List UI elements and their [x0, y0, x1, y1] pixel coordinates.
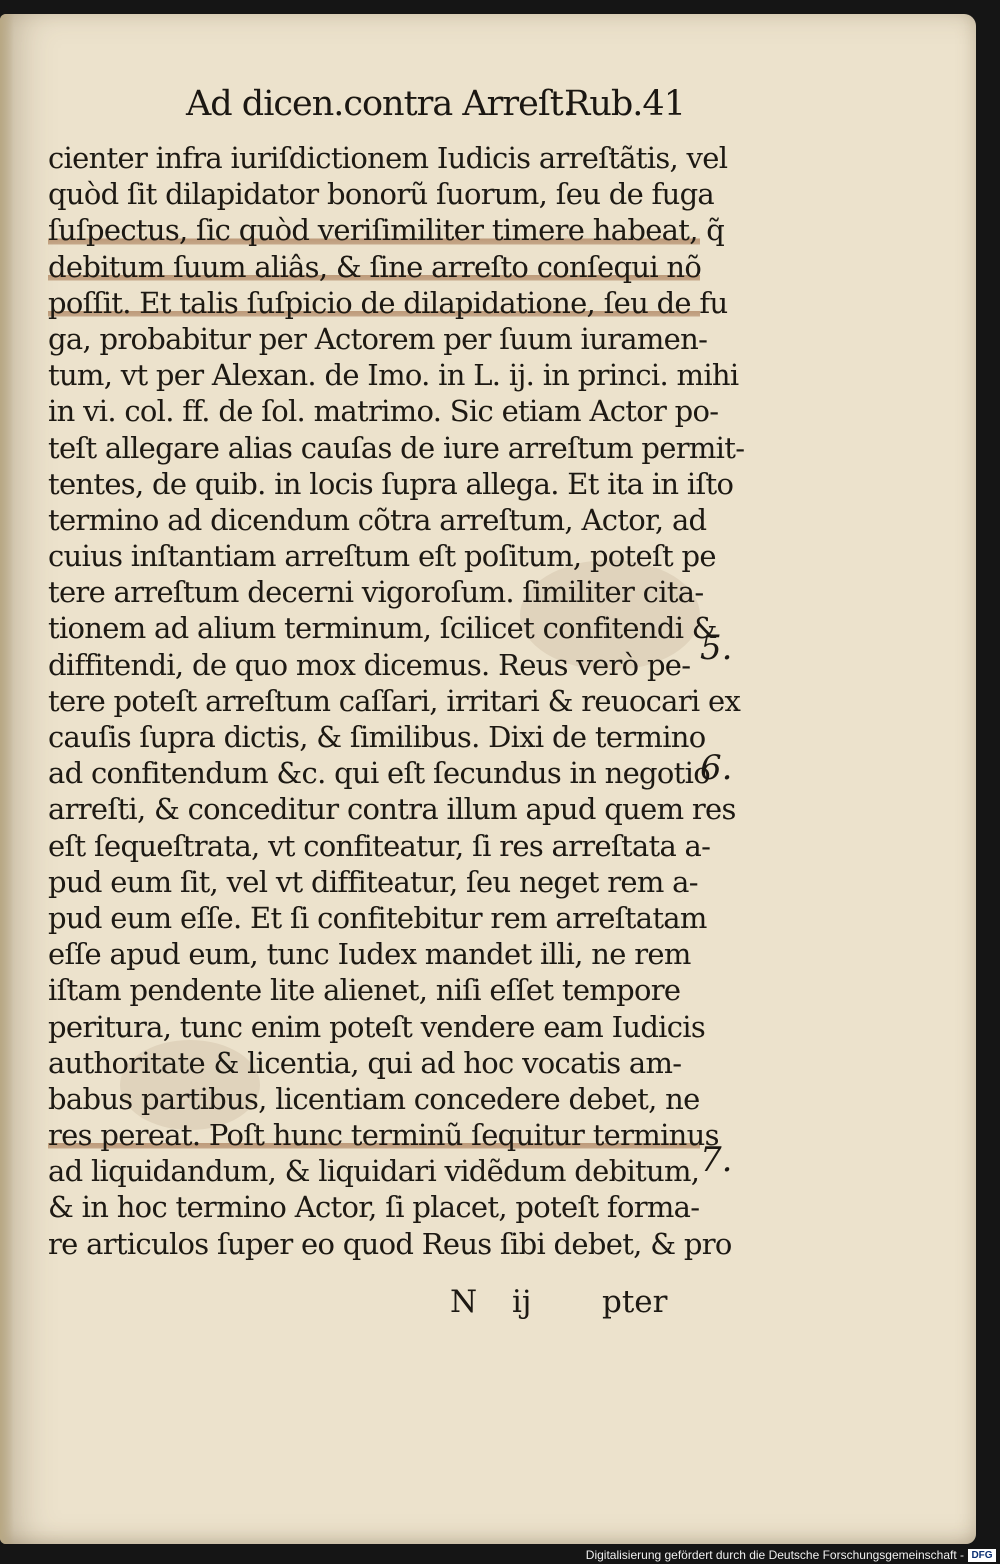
text-line: cauſis ſupra dictis, & ſimilibus. Dixi de termino [48, 720, 706, 754]
text-line: eſt ſequeſtrata, vt confiteatur, ſi res arreſtata a- [48, 828, 711, 863]
margin-note: 6. [700, 748, 733, 788]
text-line: in vi. col. ff. de ſol. matrimo. Sic etiam Actor po- [48, 394, 719, 429]
page-gutter-shadow [0, 14, 14, 1544]
text-line: & in hoc termino Actor, ſi placet, poteſt forma- [48, 1190, 700, 1225]
text-line: tere arreſtum decerni vigoroſum. ſimiliter cita- [48, 575, 704, 610]
text-line: tionem ad alium terminum, ſcilicet confitendi & [48, 611, 717, 646]
text-line: tum, vt per Alexan. de Imo. in L. ij. in princi. mihi [48, 358, 739, 393]
text-line: peritura, tunc enim poteſt vendere eam Iudicis [48, 1009, 706, 1044]
text-line: res pereat. Poſt hunc terminũ ſequitur terminus [48, 1118, 719, 1153]
text-line: babus partibus, licentiam concedere debet, ne [48, 1081, 700, 1116]
margin-note: 7. [700, 1140, 733, 1180]
text-line: poſſit. Et talis ſuſpicio de dilapidatione, ſeu de fu [48, 285, 728, 320]
text-line: authoritate & licentia, qui ad hoc vocatis am- [48, 1045, 682, 1080]
text-line: debitum ſuum aliâs, & ſine arreſto conſequi nõ [48, 249, 702, 284]
text-line: ad confitendum &c. qui eſt ſecundus in negotio [48, 756, 710, 791]
text-line: cienter infra iuriſdictionem Iudicis arreſtãtis, vel [48, 141, 728, 175]
text-line: ſuſpectus, ſic quòd veriſimiliter timere habeat, q̃ [48, 213, 725, 248]
text-line: iſtam pendente lite alienet, niſi eſſet tempore [48, 973, 681, 1008]
folio-number: Rub.41 [564, 84, 685, 124]
text-line: pud eum eſſe. Et ſi confitebitur rem arreſtatam [48, 900, 707, 935]
page-header [186, 84, 686, 134]
text-line: pud eum ſit, vel vt diffiteatur, ſeu neget rem a- [48, 864, 698, 899]
body-text [48, 140, 745, 1262]
dfg-logo: DFG [968, 1549, 996, 1562]
margin-note: 5. [700, 628, 733, 668]
text-line: re articulos ſuper eo quod Reus ſibi debet, & pro [48, 1226, 732, 1261]
text-line: cuius inſtantiam arreſtum eſt poſitum, poteſt pe [48, 539, 716, 574]
text-line: eſſe apud eum, tunc Iudex mandet illi, ne rem [48, 937, 691, 972]
signature-number: ij [512, 1284, 532, 1320]
text-line: diffitendi, de quo mox dicemus. Reus verò pe- [48, 647, 691, 682]
text-line: tere poteſt arreſtum caſſari, irritari & reuocari ex [48, 683, 741, 718]
text-line: ad liquidandum, & liquidari vidẽdum debitum, [48, 1154, 700, 1189]
running-title: Ad dicen.contra Arreſt. [186, 84, 573, 124]
text-line: arreſti, & conceditur contra illum apud quem res [48, 792, 736, 827]
catchword: pter [602, 1284, 668, 1320]
text-line: ga, probabitur per Actorem per ſuum iuramen- [48, 321, 708, 356]
text-line: termino ad dicendum cõtra arreſtum, Actor, ad [48, 502, 707, 537]
funding-credit: Digitalisierung gefördert durch die Deutsche Forschungsgemeinschaft - [585, 1548, 964, 1562]
text-line: teſt allegare alias cauſas de iure arreſtum permit- [48, 430, 745, 465]
signature-mark: N [450, 1284, 478, 1320]
text-line: tentes, de quib. in locis ſupra allega. Et ita in iſto [48, 466, 734, 501]
signature-line [450, 1284, 700, 1324]
text-line: quòd ſit dilapidator bonorũ ſuorum, ſeu de fuga [48, 177, 715, 212]
